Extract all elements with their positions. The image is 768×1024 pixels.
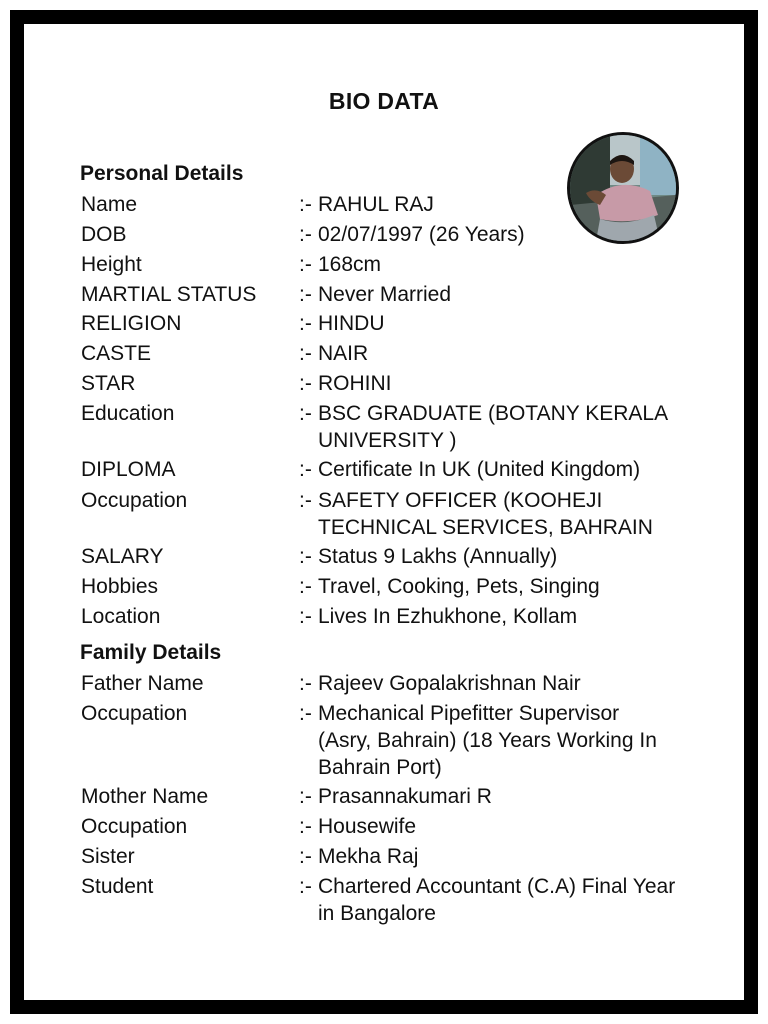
field-value: Housewife bbox=[318, 815, 417, 838]
field-separator: :- bbox=[299, 342, 312, 365]
field-label: DOB bbox=[81, 223, 127, 246]
field-label: Sister bbox=[81, 845, 135, 868]
field-separator: :- bbox=[299, 875, 312, 898]
field-label: CASTE bbox=[81, 342, 152, 365]
field-value: Status 9 Lakhs (Annually) bbox=[318, 545, 558, 568]
field-value: BSC GRADUATE (BOTANY KERALA UNIVERSITY ) bbox=[318, 402, 667, 452]
field-label: Occupation bbox=[81, 815, 188, 838]
personal-details-heading: Personal Details bbox=[80, 162, 244, 185]
field-separator: :- bbox=[299, 489, 312, 512]
field-value: 168cm bbox=[318, 253, 382, 276]
field-label: Location bbox=[81, 605, 161, 628]
field-label: Occupation bbox=[81, 489, 188, 512]
field-separator: :- bbox=[299, 575, 312, 598]
field-label: MARTIAL STATUS bbox=[81, 283, 257, 306]
field-label: SALARY bbox=[81, 545, 164, 568]
field-separator: :- bbox=[299, 785, 312, 808]
field-label: Name bbox=[81, 193, 138, 216]
field-label: Hobbies bbox=[81, 575, 159, 598]
field-value: 02/07/1997 (26 Years) bbox=[318, 223, 525, 246]
field-value: HINDU bbox=[318, 312, 385, 335]
field-value: Certificate In UK (United Kingdom) bbox=[318, 458, 641, 481]
field-value: Lives In Ezhukhone, Kollam bbox=[318, 605, 578, 628]
field-label: Education bbox=[81, 402, 175, 425]
field-separator: :- bbox=[299, 372, 312, 395]
field-separator: :- bbox=[299, 545, 312, 568]
field-label: DIPLOMA bbox=[81, 458, 176, 481]
field-separator: :- bbox=[299, 815, 312, 838]
field-value: Mekha Raj bbox=[318, 845, 419, 868]
field-separator: :- bbox=[299, 702, 312, 725]
field-label: Mother Name bbox=[81, 785, 209, 808]
field-separator: :- bbox=[299, 458, 312, 481]
field-separator: :- bbox=[299, 312, 312, 335]
field-value: Travel, Cooking, Pets, Singing bbox=[318, 575, 600, 598]
page-title: BIO DATA bbox=[328, 88, 440, 114]
field-separator: :- bbox=[299, 223, 312, 246]
field-separator: :- bbox=[299, 672, 312, 695]
field-value: Prasannakumari R bbox=[318, 785, 492, 808]
field-label: Height bbox=[81, 253, 142, 276]
field-separator: :- bbox=[299, 402, 312, 425]
field-label: Father Name bbox=[81, 672, 204, 695]
field-separator: :- bbox=[299, 845, 312, 868]
field-separator: :- bbox=[299, 605, 312, 628]
field-label: Occupation bbox=[81, 702, 188, 725]
field-separator: :- bbox=[299, 193, 312, 216]
field-label: STAR bbox=[81, 372, 136, 395]
field-value: RAHUL RAJ bbox=[318, 193, 434, 216]
field-value: Rajeev Gopalakrishnan Nair bbox=[318, 672, 581, 695]
field-value: ROHINI bbox=[318, 372, 392, 395]
field-value: NAIR bbox=[318, 342, 369, 365]
field-separator: :- bbox=[299, 283, 312, 306]
family-details-heading: Family Details bbox=[80, 641, 222, 664]
field-label: Student bbox=[81, 875, 154, 898]
field-value: SAFETY OFFICER (KOOHEJI TECHNICAL SERVICES, BAHRAIN bbox=[318, 489, 653, 539]
field-separator: :- bbox=[299, 253, 312, 276]
field-value: Never Married bbox=[318, 283, 452, 306]
field-label: RELIGION bbox=[81, 312, 182, 335]
field-value: Chartered Accountant (C.A) Final Year in Bangalore bbox=[318, 875, 676, 925]
field-value: Mechanical Pipefitter Supervisor (Asry, Bahrain) (18 Years Working In Bahrain Port) bbox=[318, 702, 657, 779]
